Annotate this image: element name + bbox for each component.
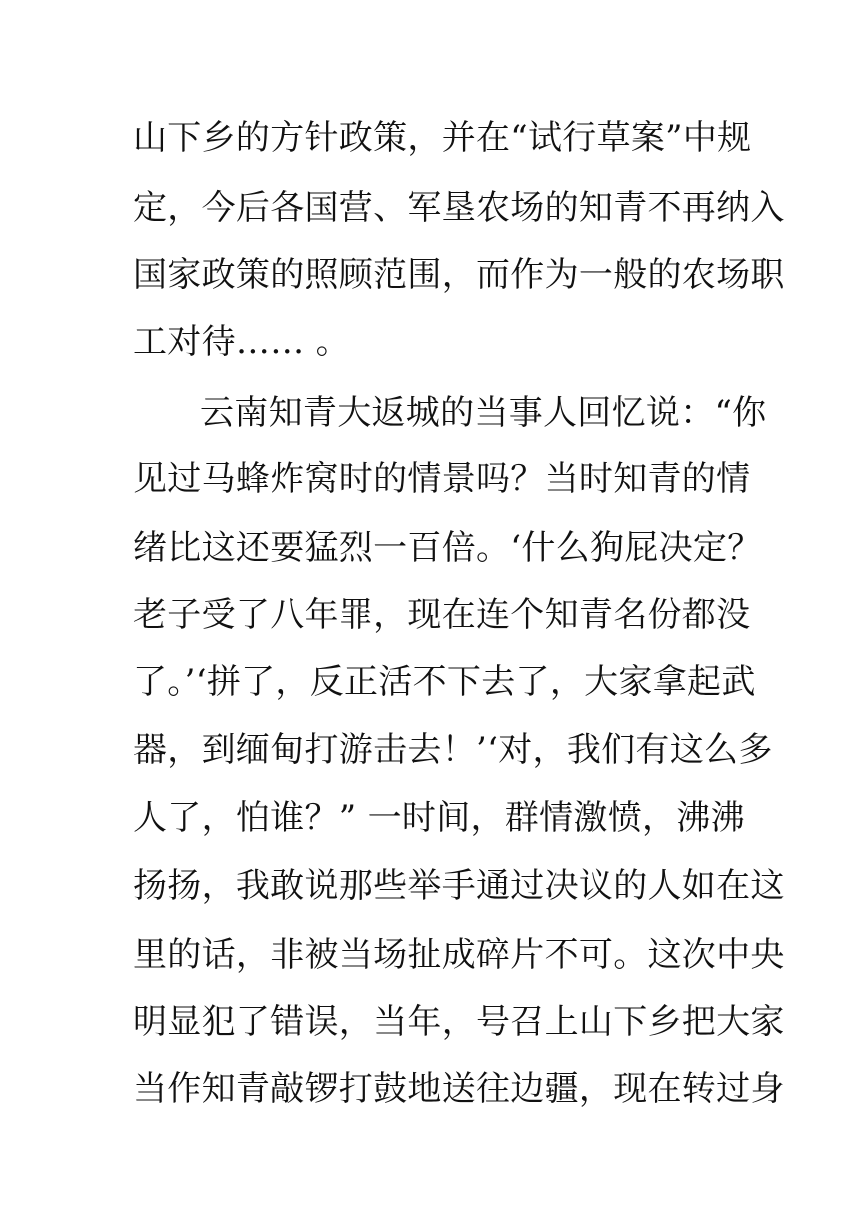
paragraph-start-line: 云南知青大返城的当事人回忆说：“你 — [200, 393, 767, 433]
text-line: 了。’‘拼了，反正活不下去了，大家拿起武 — [133, 662, 756, 702]
text-line: 山下乡的方针政策，并在“试行草案”中规 — [133, 118, 752, 158]
text-line: 器，到缅甸打游击去！’‘对，我们有这么多 — [133, 730, 773, 770]
text-line: 扬扬，我敢说那些举手通过决议的人如在这 — [133, 866, 785, 906]
text-line: 里的话，非被当场扯成碎片不可。这次中央 — [133, 935, 785, 975]
text-line: 人了，怕谁？” 一时间，群情激愤，沸沸 — [133, 798, 745, 838]
text-line: 国家政策的照顾范围，而作为一般的农场职 — [133, 255, 785, 295]
text-line: 见过马蜂炸窝时的情景吗？当时知青的情 — [133, 459, 751, 499]
text-line: 定，今后各国营、军垦农场的知青不再纳入 — [133, 188, 785, 228]
text-line: 老子受了八年罪，现在连个知青名份都没 — [133, 595, 751, 635]
text-line: 当作知青敲锣打鼓地送往边疆，现在转过身 — [133, 1069, 785, 1109]
text-line: 明显犯了错误，当年，号召上山下乡把大家 — [133, 1002, 785, 1042]
text-line: 工对待…… 。 — [133, 322, 350, 362]
text-line: 绪比这还要猛烈一百倍。‘什么狗屁决定？ — [133, 528, 762, 568]
